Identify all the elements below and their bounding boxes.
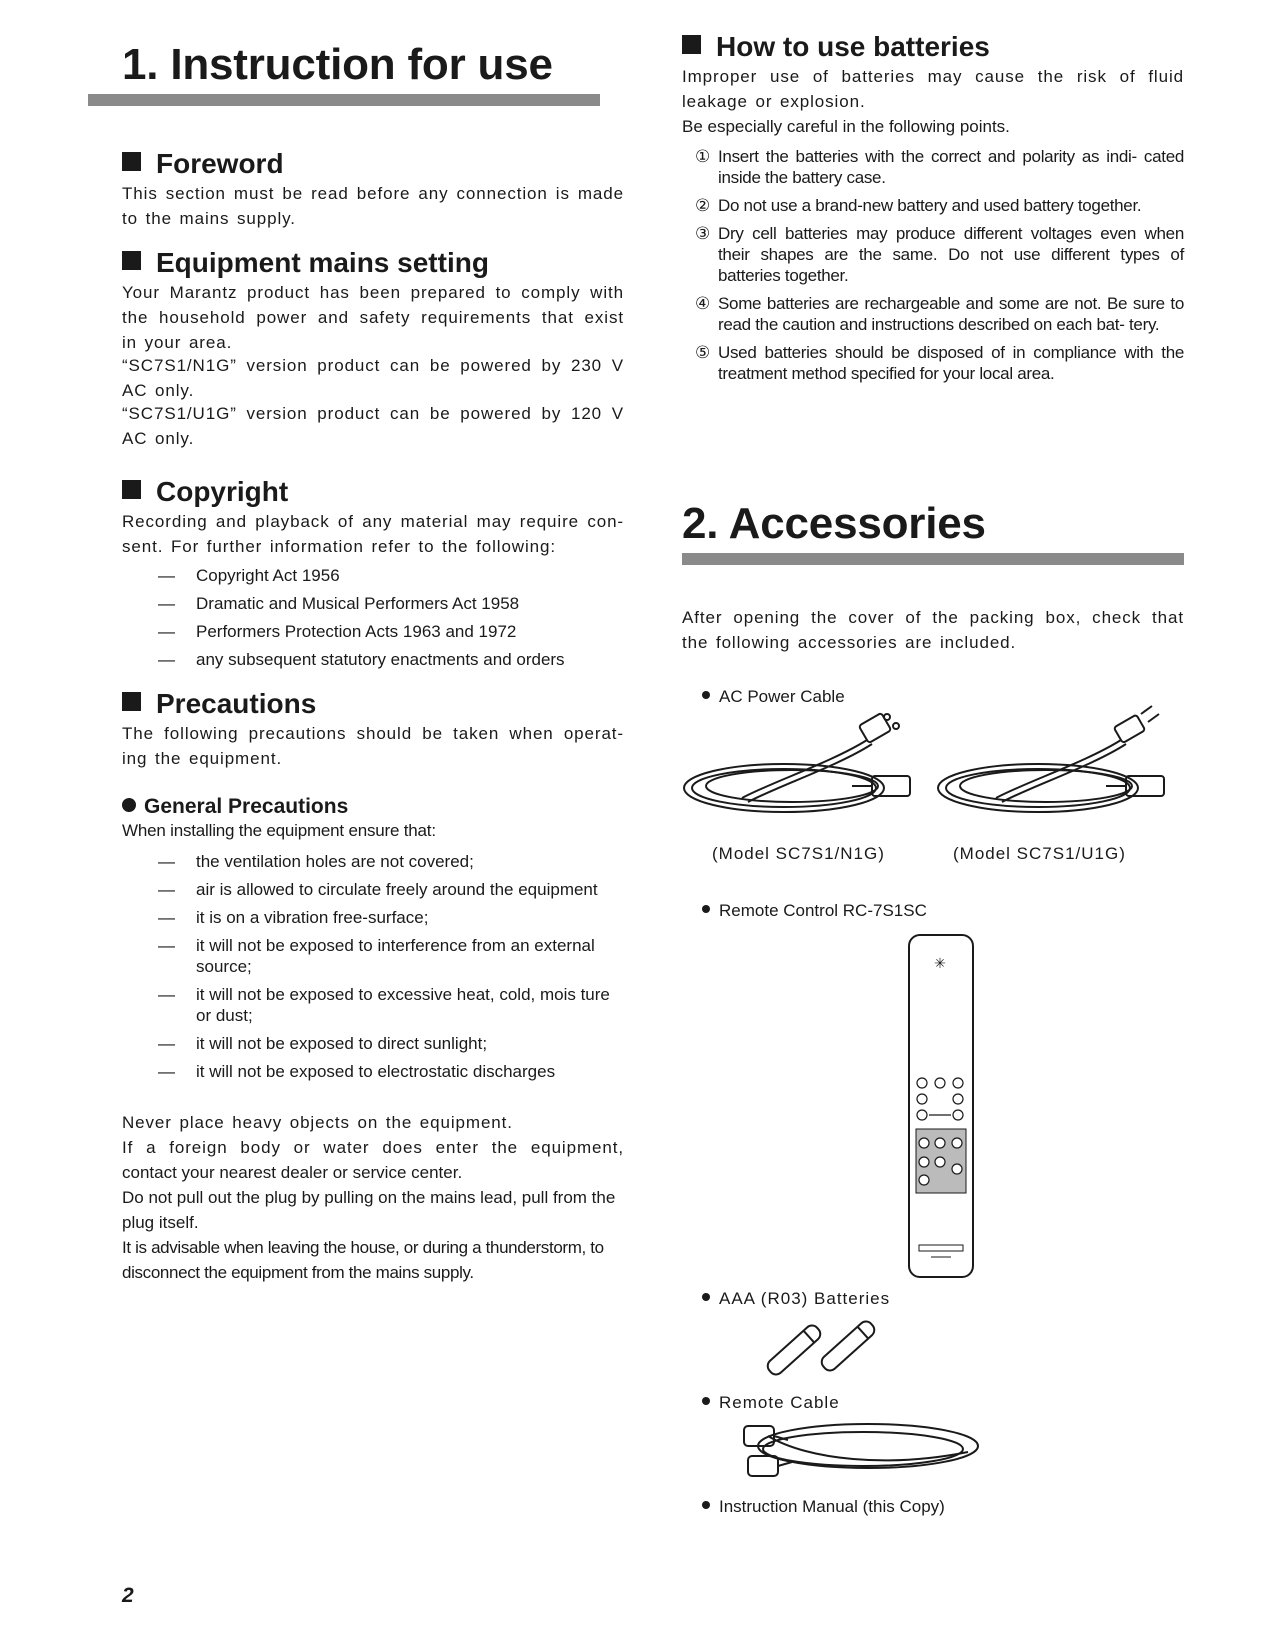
- closing-line-3: contact your nearest dealer or service center.: [122, 1163, 463, 1182]
- batteries-intro: Improper use of batteries may cause the risk of fluid leakage or explosion.: [682, 67, 1184, 111]
- svg-text:✳: ✳: [934, 956, 946, 972]
- square-bullet-icon: [682, 35, 701, 54]
- accessory-manual: Instruction Manual (this Copy): [702, 1498, 945, 1515]
- accessories-intro: After opening the cover of the packing box, check that the following accessories are included.: [682, 608, 1184, 652]
- batteries-list: [682, 146, 1184, 391]
- general-precautions-intro: When installing the equipment ensure that:: [122, 821, 436, 840]
- section-title-foreword: Foreword: [122, 150, 284, 178]
- square-bullet-icon: [122, 480, 141, 499]
- list-item: ③ Dry cell batteries may produce different voltages even when their shapes are the same. Do not use different types of batteries together.: [695, 224, 1184, 285]
- copyright-text: Recording and playback of any material may require con- sent. For further information refer to the following:: [122, 512, 624, 556]
- page-number: 2: [122, 1584, 134, 1607]
- list-item: ④ Some batteries are rechargeable and some are not. Be sure to read the caution and instructions described on each bat- tery.: [695, 294, 1184, 334]
- closing-line-2: If a foreign body or water does enter the equipment,: [122, 1138, 624, 1157]
- square-bullet-icon: [122, 692, 141, 711]
- square-bullet-icon: [122, 251, 141, 270]
- remote-cable-image: [728, 1416, 988, 1486]
- general-precautions-list: [122, 851, 624, 1089]
- accessory-remote: Remote Control RC-7S1SC: [702, 902, 927, 919]
- caption-n1g: (Model SC7S1/N1G): [712, 844, 885, 863]
- mains-n1g-text: “SC7S1/N1G” version product can be powered by 230 V AC only.: [122, 356, 624, 400]
- list-item: — it will not be exposed to excessive heat, cold, mois ture or dust;: [122, 984, 624, 1026]
- closing-line-1: Never place heavy objects on the equipment.: [122, 1113, 513, 1132]
- list-item: ① Insert the batteries with the correct and polarity as indi- cated inside the battery case.: [695, 147, 1184, 187]
- section-title-precautions: Precautions: [122, 690, 316, 718]
- remote-control-image: [907, 933, 977, 1281]
- mains-u1g-text: “SC7S1/U1G” version product can be powered by 120 V AC only.: [122, 404, 624, 448]
- chapter-rule: [88, 94, 600, 106]
- list-item: — it will not be exposed to electrostatic discharges: [122, 1061, 624, 1082]
- section-title-copyright: Copyright: [122, 478, 288, 506]
- ac-power-cable-us-image: [936, 712, 1186, 832]
- dot-bullet-icon: [702, 1293, 710, 1301]
- square-bullet-icon: [122, 152, 141, 171]
- dot-bullet-icon: [702, 905, 710, 913]
- precautions-text: The following precautions should be taken when operat- ing the equipment.: [122, 724, 624, 768]
- section-title-batteries: How to use batteries: [682, 33, 990, 61]
- list-item: — it will not be exposed to direct sunlight;: [122, 1033, 624, 1054]
- batteries-intro-2: Be especially careful in the following points.: [682, 117, 1010, 136]
- dot-bullet-icon: [702, 691, 710, 699]
- list-item: — air is allowed to circulate freely around the equipment: [122, 879, 624, 900]
- accessory-ac-cable: AC Power Cable: [702, 688, 845, 705]
- general-precautions-title: General Precautions: [122, 796, 348, 817]
- copyright-list: [122, 565, 624, 677]
- ac-power-cable-eu-image: [682, 712, 932, 832]
- chapter-title-accessories: 2. Accessories: [682, 499, 986, 548]
- dot-bullet-icon: [122, 798, 136, 812]
- list-item: ② Do not use a brand-new battery and used battery together.: [695, 196, 1142, 215]
- list-item: — it is on a vibration free-surface;: [122, 907, 624, 928]
- list-item: — Copyright Act 1956: [122, 565, 624, 586]
- list-item: — Performers Protection Acts 1963 and 1972: [122, 621, 624, 642]
- caption-u1g: (Model SC7S1/U1G): [953, 844, 1126, 863]
- chapter-rule: [682, 553, 1184, 565]
- mains-text: Your Marantz product has been prepared to comply with the household power and safety requirements that exist in your area.: [122, 283, 624, 352]
- closing-line-4: Do not pull out the plug by pulling on the mains lead, pull from the plug itself.: [122, 1188, 616, 1232]
- accessory-batteries: AAA (R03) Batteries: [702, 1290, 890, 1307]
- list-item: — any subsequent statutory enactments and orders: [122, 649, 624, 670]
- section-title-mains: Equipment mains setting: [122, 249, 489, 277]
- list-item: ⑤ Used batteries should be disposed of in compliance with the treatment method specified for your local area.: [695, 343, 1184, 383]
- list-item: — it will not be exposed to interference from an external source;: [122, 935, 624, 977]
- batteries-image: [762, 1312, 882, 1382]
- dot-bullet-icon: [702, 1397, 710, 1405]
- list-item: — Dramatic and Musical Performers Act 1958: [122, 593, 624, 614]
- foreword-text: This section must be read before any connection is made to the mains supply.: [122, 184, 624, 228]
- chapter-title-instruction: 1. Instruction for use: [122, 40, 553, 89]
- accessory-remote-cable: Remote Cable: [702, 1394, 840, 1411]
- closing-line-5: It is advisable when leaving the house, or during a thunderstorm, to disconnect the equipment from the mains supply.: [122, 1238, 604, 1282]
- list-item: — the ventilation holes are not covered;: [122, 851, 624, 872]
- dot-bullet-icon: [702, 1501, 710, 1509]
